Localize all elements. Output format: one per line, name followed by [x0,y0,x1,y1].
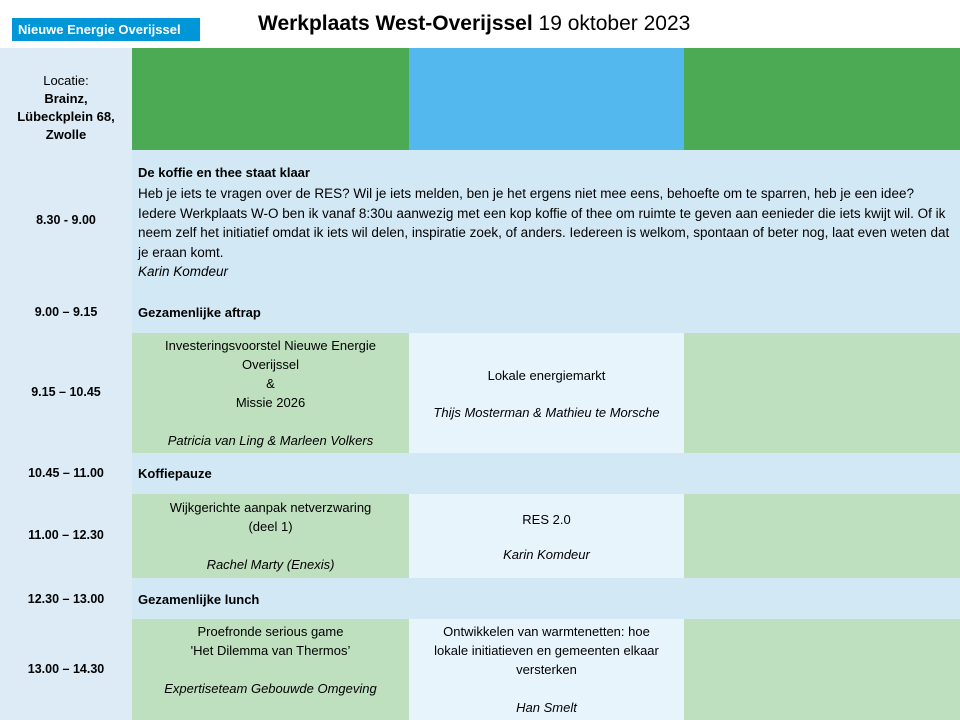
block1-s1-author: Patricia van Ling & Marleen Volkers [167,433,374,448]
block3-s1-line1: Proefronde serious game [197,624,344,639]
title-name: Werkplaats West-Overijssel [258,12,533,35]
block1-session1-text [132,336,409,450]
block3-s2-author: Han Smelt [516,700,577,715]
block1-s1-line2: Overijssel [241,357,300,372]
block1-s1-line1: Investeringsvoorstel Nieuwe Energie [165,338,376,353]
time-kickoff: 9.00 – 9.15 [34,305,98,319]
block1-s2-author: Thijs Mosterman & Mathieu te Morsche [433,405,660,420]
block2-s2-author: Karin Komdeur [503,547,590,562]
coffee-description: Heb je iets te vragen over de RES? Wil je iets melden, ben je het ergens niet mee eens, behoefte om te sparren, heb je een idee? Iedere Werkplaats W-O ben ik vanaf 8:30u aanwezig met een kop koffie of thee om ruimte te geven aan eenieder die iets kwijt wil. Of ik neem zelf het initiatief omdat ik iets wil delen, inspiratie zoek, of anders. Iedereen is welkom, spontaan of beter nog, laat even weten dat je eraan komt. [138,186,950,260]
block2-session1-text [132,498,409,574]
kickoff-title: Gezamenlijke aftrap [138,305,261,320]
block3-s2-line3: versterken [516,662,577,677]
block3-s1-author: Expertiseteam Gebouwde Omgeving [164,681,377,696]
block1-session2-text [409,366,684,422]
page-title [258,12,690,36]
time-lunch: 12.30 – 13.00 [27,592,105,606]
logo: Nieuwe Energie Overijssel [12,18,200,41]
time-block3: 13.00 – 14.30 [27,662,105,676]
time-block1: 9.15 – 10.45 [31,385,101,399]
block2-s1-author: Rachel Marty (Enexis) [206,557,335,572]
track-header-2 [409,48,684,150]
location [0,72,132,144]
block3-s2-line1: Ontwikkelen van warmtenetten: hoe [443,624,650,639]
time-column [0,48,132,720]
block3-session3 [684,619,960,720]
header [0,0,960,48]
coffee-text [138,184,953,282]
track-header-1 [132,48,409,150]
block2-s2-title: RES 2.0 [522,512,571,527]
block3-session2-text [409,622,684,717]
block2-s1-line1: Wijkgerichte aanpak netverzwaring [169,500,372,515]
block1-session3 [684,333,960,453]
time-block2: 11.00 – 12.30 [28,528,104,542]
location-line2: Lübeckplein 68, [17,109,115,124]
block3-session1-text [132,622,409,698]
block1-s1-line3: & [266,376,275,391]
coffee-author: Karin Komdeur [138,264,229,279]
block2-session2-text [409,510,684,564]
break-band [132,453,960,494]
lunch-title: Gezamenlijke lunch [138,592,260,607]
location-line1: Brainz, [44,91,88,106]
location-label: Locatie: [43,73,89,88]
block3-s2-line2: lokale initiatieven en gemeenten elkaar [434,643,659,658]
title-date: 19 oktober 2023 [538,12,691,35]
break-title: Koffiepauze [138,466,212,481]
location-line3: Zwolle [45,127,87,142]
track-header-3 [684,48,960,150]
coffee-title: De koffie en thee staat klaar [138,165,310,180]
block2-s1-line2: (deel 1) [248,519,293,534]
block3-s1-line2: 'Het Dilemma van Thermos’ [190,643,351,658]
time-coffee: 8.30 - 9.00 [36,213,96,227]
time-break: 10.45 – 11.00 [28,466,104,480]
block1-s2-title: Lokale energiemarkt [487,368,606,383]
block1-s1-line4: Missie 2026 [235,395,306,410]
block2-session3 [684,494,960,578]
